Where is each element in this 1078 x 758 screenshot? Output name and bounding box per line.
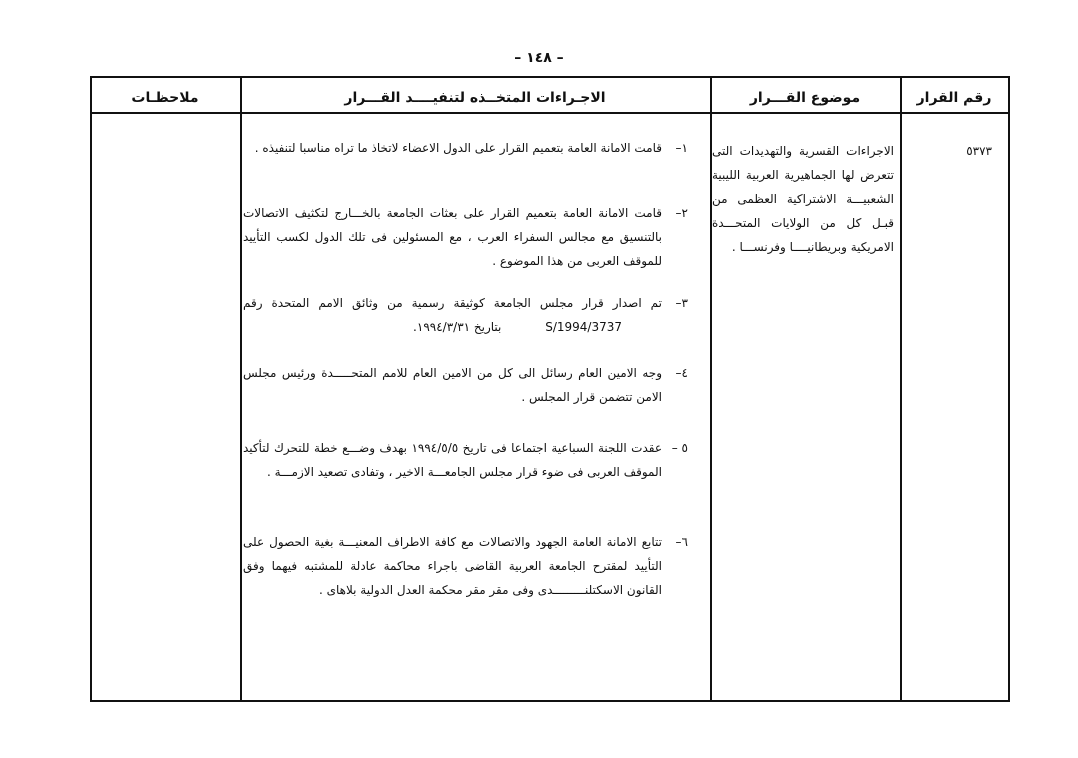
action-text-date: بتاريخ ١٩٩٤/٣/٣١.	[413, 320, 502, 334]
list-item	[243, 201, 688, 273]
action-number: ٣–	[675, 296, 688, 310]
list-item	[243, 436, 688, 484]
list-item	[243, 136, 688, 160]
decision-number-cell: ٥٣٧٣	[966, 144, 992, 158]
decision-subject-cell: الاجراءات القسرية والتهديدات التى تتعرض لها الجماهيرية العربية الليبية الشعبيـــة الاشتراكية العظمى من قبـل كل من الولايات المتحـــدة الامريكية وبريطانيــــا وفرنســـا .	[712, 144, 894, 254]
decisions-table	[90, 76, 1010, 702]
header-bottom-border	[90, 112, 1010, 114]
action-text: قامت الامانة العامة بتعميم القرار على بعثات الجامعة بالخـــارج لتكثيف الاتصالات بالتنسيق مع مجالس السفراء العرب ، مع المسئولين فى تلك الدول لكسب التأييد للموقف العربى من هذا الموضوع .	[243, 206, 662, 268]
action-number: ٦–	[675, 535, 688, 549]
action-number: ٥ –	[671, 441, 688, 455]
list-item	[243, 361, 688, 409]
action-number: ٢–	[675, 206, 688, 220]
table-right-border	[1008, 76, 1010, 700]
header-actions-taken: الاجـراءات المتخــذه لتنفيــــد القـــرار	[344, 90, 606, 106]
action-text: تتابع الامانة العامة الجهود والاتصالات مع كافة الاطراف المعنيـــة بغية الحصول على التأييد لمقترح الجامعة العربية القاضى باجراء محاكمة عادلة للمشتبه فيهما وفق القانون الاسكتلنـــــــــدى وفى مقر مقر محكمة العدل الدولية بلاهاى .	[243, 535, 662, 597]
document-reference: S/1994/3737	[545, 320, 622, 334]
header-decision-number: رقم القرار	[916, 90, 992, 106]
header-decision-subject: موضوع القـــرار	[749, 90, 861, 106]
action-text: وجه الامين العام رسائل الى كل من الامين العام للامم المتحـــــدة ورئيس مجلس الامن تتضمن قرار المجلس .	[243, 366, 662, 404]
action-number: ٤–	[675, 366, 688, 380]
table-left-border	[90, 76, 92, 700]
page-number: – ١٤٨ –	[514, 50, 564, 66]
action-text: تم اصدار قرار مجلس الجامعة كوثيقة رسمية من وثائق الامم المتحدة رقم	[243, 296, 662, 310]
subject-number-divider	[900, 76, 902, 700]
notes-actions-divider	[240, 76, 242, 700]
action-text: عقدت اللجنة السباعية اجتماعا فى تاريخ ١٩٩٤/٥/٥ بهدف وضـــع خطة للتحرك لتأكيد الموقف العربى فى ضوء قرار مجلس الجامعـــة الاخير ، وتفادى تصعيد الازمـــة .	[243, 441, 663, 479]
list-item	[243, 530, 688, 602]
list-item	[243, 291, 688, 339]
action-number: ١–	[675, 141, 688, 155]
table-top-border	[90, 76, 1010, 78]
action-text: قامت الامانة العامة بتعميم القرار على الدول الاعضاء لاتخاذ ما تراه مناسبا لتنفيذه .	[254, 141, 662, 155]
header-notes: ملاحظـات	[131, 90, 199, 106]
